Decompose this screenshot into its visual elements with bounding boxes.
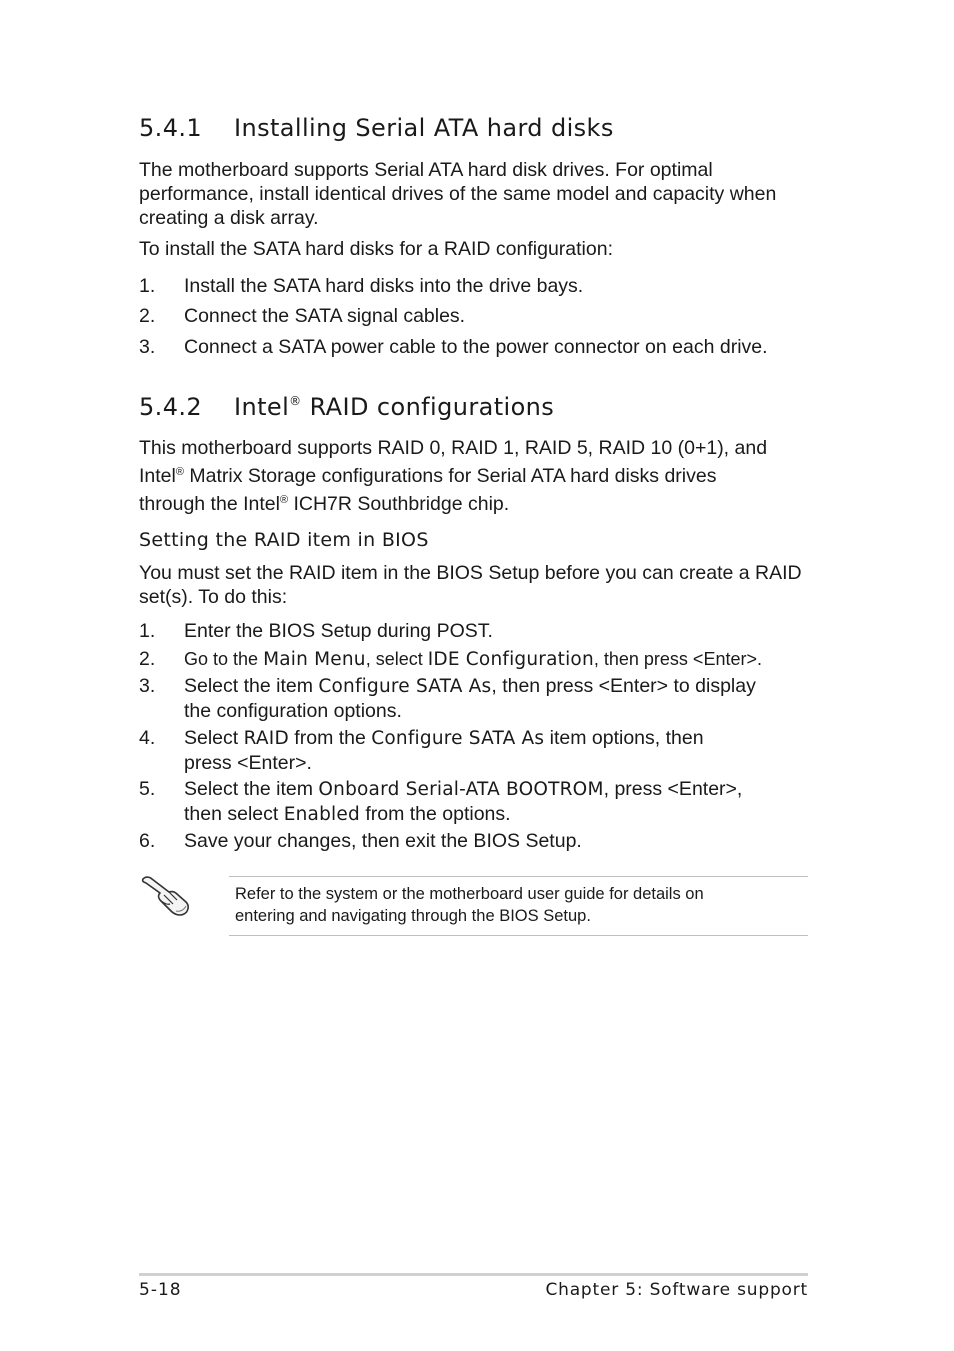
section-number: 5.4.2 [139, 393, 203, 421]
bios-option-name: Enabled [283, 804, 360, 825]
text-line: Refer to the system or the motherboard user guide for details on [235, 885, 704, 903]
text-line [139, 488, 819, 516]
text-fragment: Select [184, 727, 244, 749]
list-text [184, 674, 824, 723]
text-fragment: Matrix Storage configurations for Serial ATA hard disks drives [183, 465, 717, 487]
text-fragment: press <Enter>. [184, 752, 312, 774]
footer-divider [139, 1273, 808, 1276]
text-line [139, 460, 819, 488]
section1-lead-paragraph [139, 237, 819, 261]
bios-menu-name: IDE Configuration [427, 649, 594, 670]
bios-item-name: Configure SATA As [318, 676, 492, 697]
bios-item-name: Onboard Serial-ATA BOOTROM [318, 779, 604, 800]
list-text [184, 647, 824, 672]
registered-mark: ® [175, 466, 184, 478]
list-text: Connect the SATA signal cables. [184, 305, 466, 327]
text-fragment: , then press <Enter> to display [491, 675, 756, 697]
page-number: 5-18 [139, 1280, 182, 1300]
list-text [184, 726, 824, 775]
text-line: performance, install identical drives of the same model and capacity when [139, 183, 777, 205]
bios-item-name: Configure SATA As [371, 728, 545, 749]
list-number: 1. [139, 620, 156, 642]
text-fragment: then select [184, 803, 284, 825]
list-text: Enter the BIOS Setup during POST. [184, 620, 493, 642]
text-line: This motherboard supports RAID 0, RAID 1, RAID 5, RAID 10 (0+1), and [139, 437, 768, 459]
text-line: set(s). To do this: [139, 586, 288, 608]
section2-paragraph [139, 436, 819, 516]
list-number: 3. [139, 336, 156, 358]
registered-mark: ® [289, 394, 302, 408]
text-fragment: Select the item [184, 675, 319, 697]
text-fragment: Go to the [184, 649, 264, 669]
list-number: 4. [139, 727, 156, 749]
note-box [229, 876, 808, 936]
text-line: You must set the RAID item in the BIOS Setup before you can create a RAID [139, 562, 802, 584]
list-text: Connect a SATA power cable to the power connector on each drive. [184, 336, 768, 358]
text-fragment: , then press <Enter>. [593, 649, 762, 669]
bios-option-name: RAID [243, 728, 289, 749]
text-fragment: ICH7R Southbridge chip. [288, 493, 510, 515]
section-heading-5-4-2 [139, 393, 554, 421]
section-title-part: RAID configurations [301, 393, 555, 421]
text-fragment: through the Intel [139, 493, 280, 515]
section-heading-5-4-1 [139, 114, 614, 142]
list-number: 3. [139, 675, 156, 697]
list-number: 6. [139, 830, 156, 852]
text-line: creating a disk array. [139, 207, 319, 229]
list-text: Save your changes, then exit the BIOS Setup. [184, 830, 582, 852]
text-line: entering and navigating through the BIOS Setup. [235, 907, 591, 925]
list-number: 5. [139, 778, 156, 800]
list-text [184, 777, 824, 827]
chapter-title: Chapter 5: Software support [545, 1280, 808, 1300]
list-number: 2. [139, 305, 156, 327]
section-title: Installing Serial ATA hard disks [234, 114, 614, 142]
bios-menu-name: Main Menu [263, 649, 366, 670]
section-number: 5.4.1 [139, 114, 203, 142]
text-fragment: item options, then [544, 727, 704, 749]
list-number: 1. [139, 275, 156, 297]
section1-intro-paragraph [139, 158, 819, 230]
text-fragment: from the [288, 727, 372, 749]
subsection-intro-paragraph [139, 561, 819, 609]
text-fragment: , press <Enter>, [603, 778, 743, 800]
text-fragment: from the options. [359, 803, 511, 825]
section-title-part: Intel [234, 393, 290, 421]
text-fragment: Select the item [184, 778, 319, 800]
registered-mark: ® [279, 494, 289, 506]
text-fragment: the configuration options. [184, 700, 402, 722]
hand-pointer-icon [140, 873, 192, 917]
subsection-heading: Setting the RAID item in BIOS [139, 529, 429, 551]
text-fragment: Intel [139, 465, 176, 487]
text-fragment: , select [365, 649, 428, 669]
text-line: To install the SATA hard disks for a RAID configuration: [139, 238, 613, 260]
text-line: The motherboard supports Serial ATA hard disk drives. For optimal [139, 159, 713, 181]
list-number: 2. [139, 648, 156, 670]
note-text [235, 883, 805, 927]
list-text: Install the SATA hard disks into the drive bays. [184, 275, 584, 297]
